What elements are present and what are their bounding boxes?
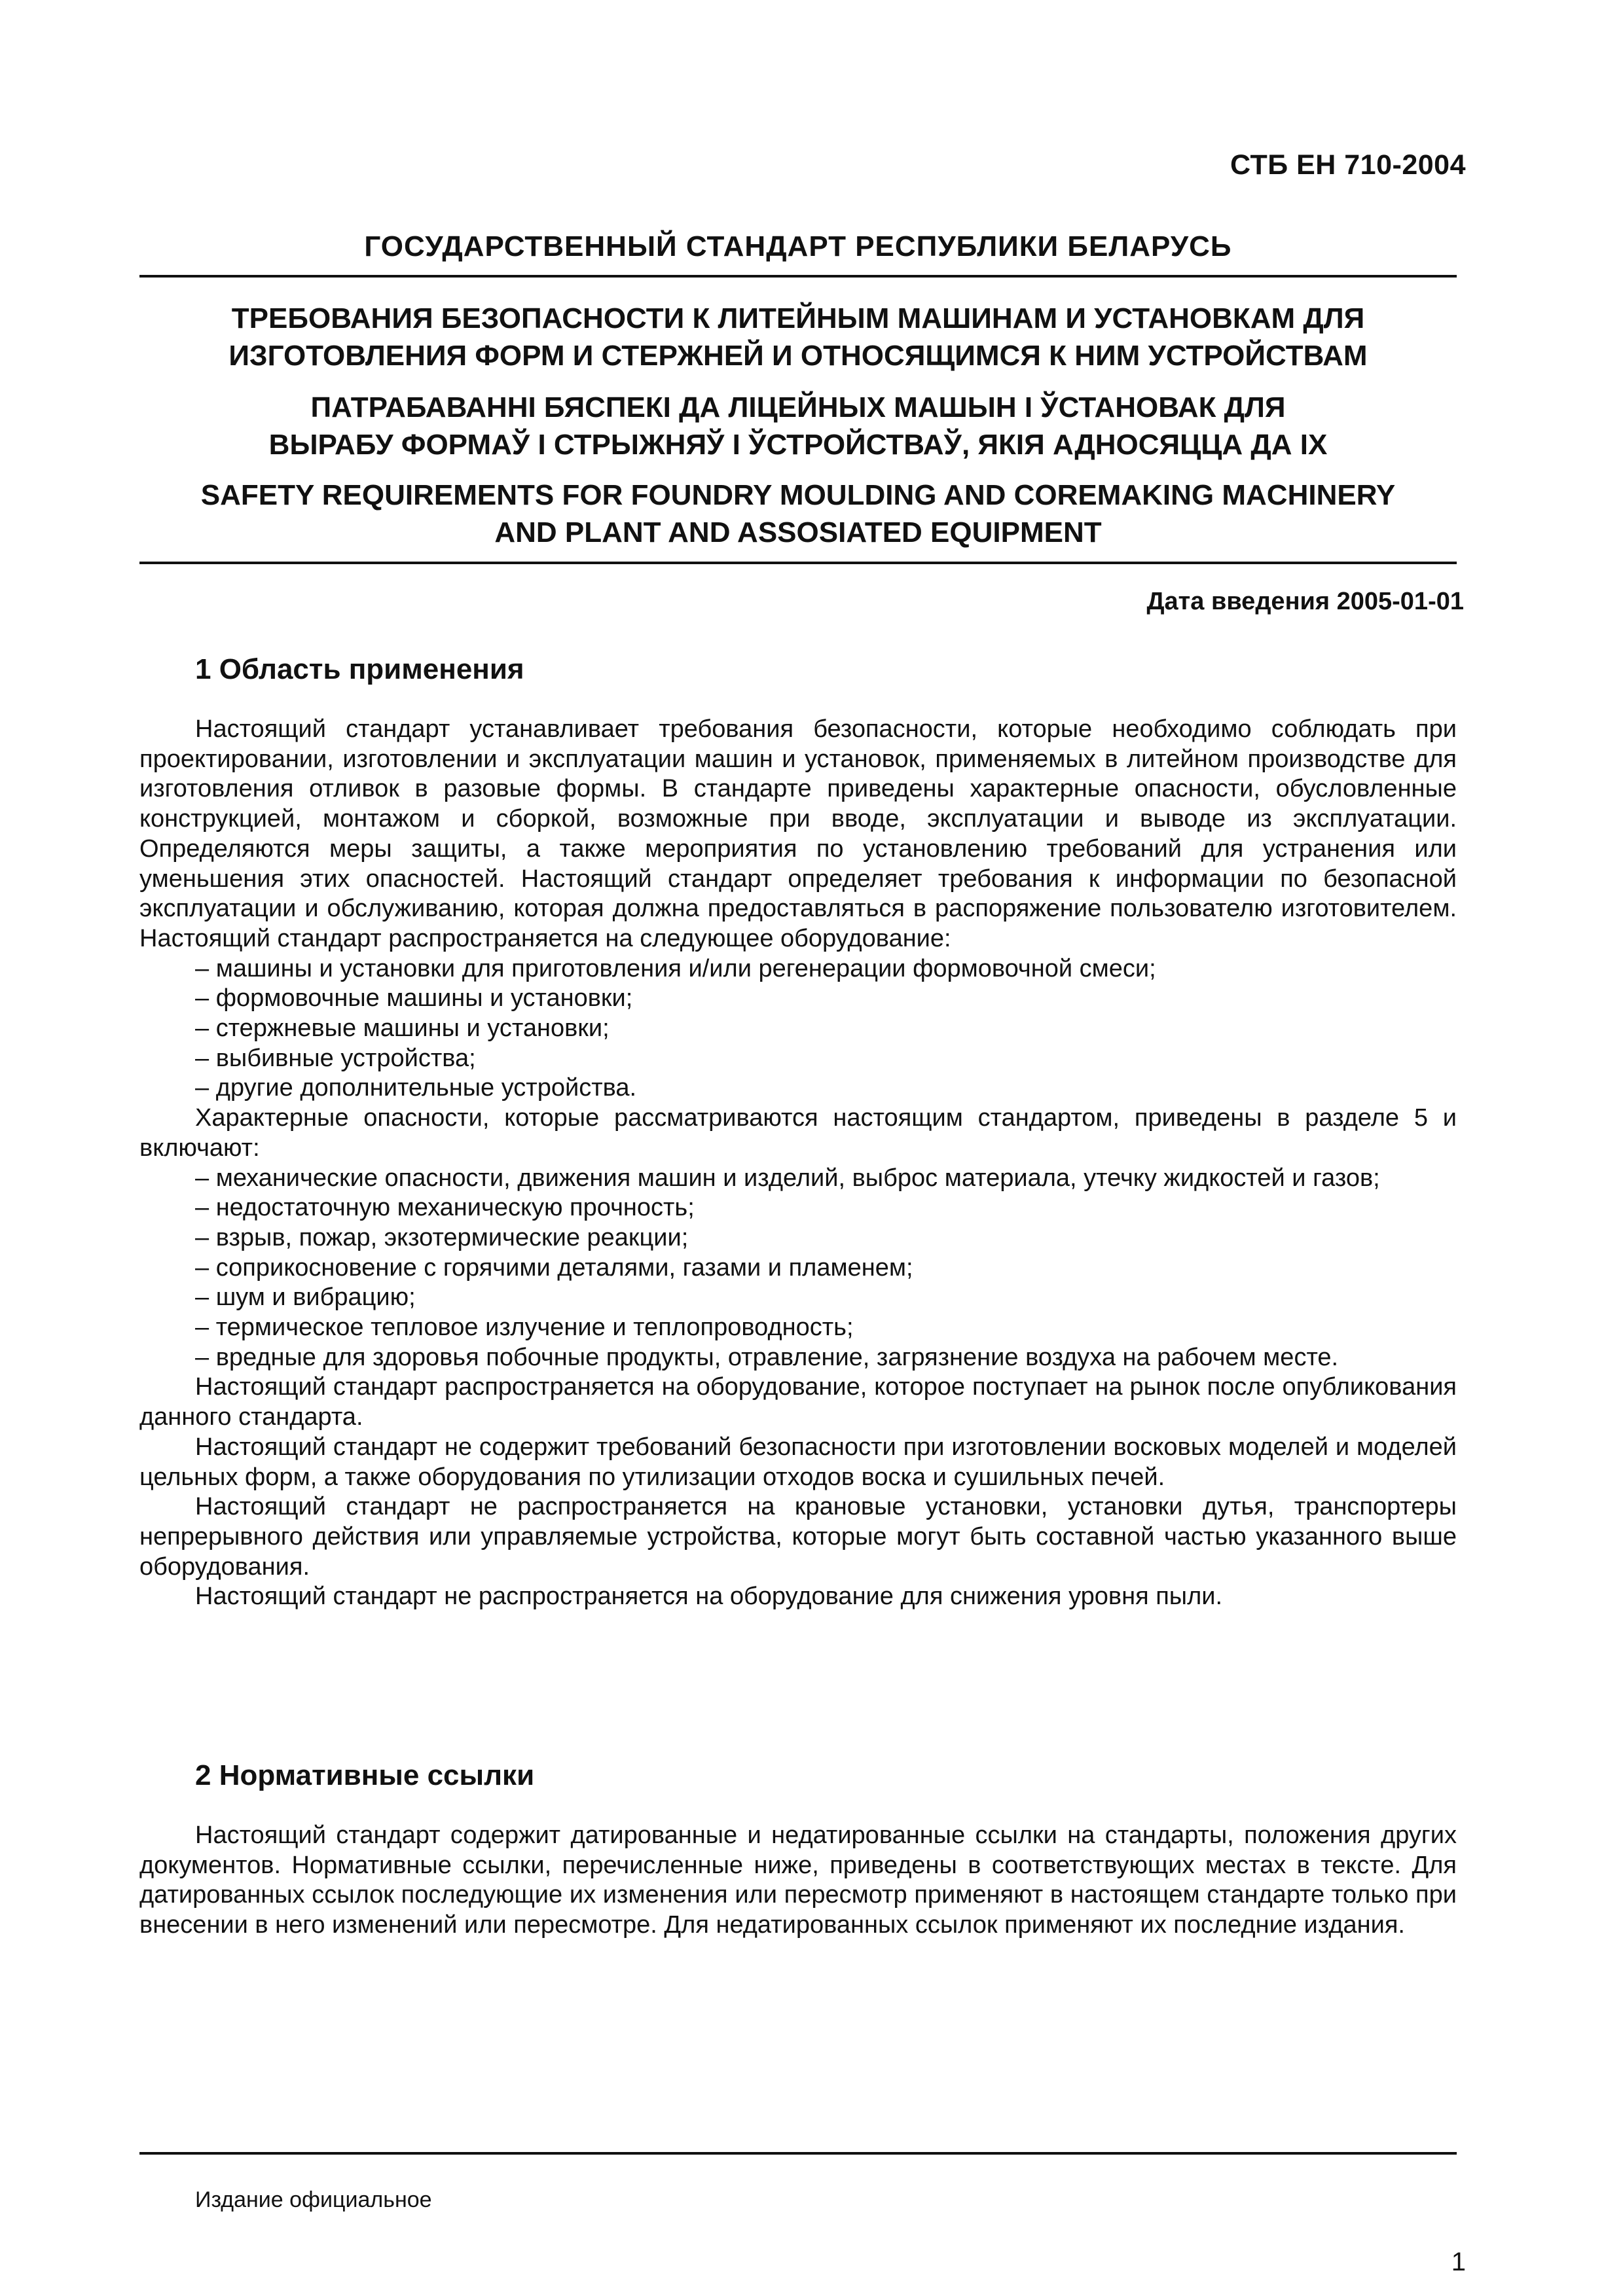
list-item: – недостаточную механическую прочность;: [195, 1194, 695, 1222]
equipment-list: [139, 954, 1457, 1104]
list-item: – стержневые машины и установки;: [195, 1014, 610, 1043]
divider-top: [139, 275, 1457, 278]
paragraph: Характерные опасности, которые рассматриваются настоящим стандартом, приведены в разделе 5 и включают:: [139, 1104, 1457, 1162]
paragraph: Настоящий стандарт содержит датированные и недатированные ссылки на стандарты, положения других документов. Нормативные ссылки, перечисленные ниже, приведены в соответствующих местах в тексте. Для датированных ссылок последующие их изменения или пересмотр применяют в настоящем стандарте только при внесении в него изменений или пересмотре. Для недатированных ссылок применяют их последние издания.: [139, 1821, 1457, 1939]
title-belarusian: [139, 389, 1457, 463]
government-standard-title: ГОСУДАРСТВЕННЫЙ СТАНДАРТ РЕСПУБЛИКИ БЕЛАРУСЬ: [364, 230, 1232, 262]
section-2-body: [139, 1821, 1457, 1941]
section-1-heading: 1 Область применения: [195, 653, 524, 685]
paragraph: Настоящий стандарт не распространяется на крановые установки, установки дутья, транспортеры непрерывного действия или управляемые устройства, которые могут быть составной частью указанного выше оборудования.: [139, 1493, 1457, 1581]
list-item: – вредные для здоровья побочные продукты, отравление, загрязнение воздуха на рабочем месте.: [195, 1343, 1339, 1371]
list-item: – соприкосновение с горячими деталями, газами и пламенем;: [195, 1253, 913, 1282]
introduction-date: Дата введения 2005-01-01: [1146, 588, 1464, 615]
list-item: – машины и установки для приготовления и/или регенерации формовочной смеси;: [195, 954, 1156, 982]
list-item: – другие дополнительные устройства.: [195, 1074, 637, 1102]
section-1-body: [139, 715, 1457, 1612]
title-belarusian-line-2: ВЫРАБУ ФОРМАЎ І СТРЫЖНЯЎ І ЎСТРОЙСТВАЎ, ЯКІЯ АДНОСЯЦЦА ДА ІХ: [268, 429, 1328, 461]
title-english: [139, 476, 1457, 551]
page-number: 1: [1451, 2248, 1466, 2276]
paragraph: Настоящий стандарт не содержит требований безопасности при изготовлении восковых моделей и моделей цельных форм, а также оборудования по утилизации отходов воска и сушильных печей.: [139, 1433, 1457, 1491]
list-item: – термическое тепловое излучение и теплопроводность;: [195, 1314, 854, 1342]
title-russian-line-1: ТРЕБОВАНИЯ БЕЗОПАСНОСТИ К ЛИТЕЙНЫМ МАШИНАМ И УСТАНОВКАМ ДЛЯ: [231, 302, 1365, 334]
paragraph: Настоящий стандарт распространяется на оборудование, которое поступает на рынок после опубликования данного стандарта.: [139, 1373, 1457, 1431]
list-item: – выбивные устройства;: [195, 1044, 476, 1072]
document-code: СТБ ЕН 710-2004: [1230, 149, 1466, 181]
title-russian-line-2: ИЗГОТОВЛЕНИЯ ФОРМ И СТЕРЖНЕЙ И ОТНОСЯЩИМСЯ К НИМ УСТРОЙСТВАМ: [228, 340, 1368, 372]
list-item: – шум и вибрацию;: [195, 1283, 416, 1312]
list-item: – механические опасности, движения машин и изделий, выброс материала, утечку жидкостей и газов;: [195, 1164, 1380, 1192]
title-russian: [139, 300, 1457, 374]
list-item: – формовочные машины и установки;: [195, 984, 633, 1013]
title-english-line-2: AND PLANT AND ASSOSIATED EQUIPMENT: [494, 516, 1102, 548]
edition-label: Издание официальное: [195, 2187, 432, 2212]
paragraph: Настоящий стандарт не распространяется на оборудование для снижения уровня пыли.: [195, 1583, 1223, 1611]
list-item: – взрыв, пожар, экзотермические реакции;: [195, 1223, 689, 1251]
divider-footer: [139, 2152, 1457, 2155]
section-2-heading: 2 Нормативные ссылки: [195, 1759, 535, 1791]
hazards-list: [139, 1164, 1457, 1373]
paragraph: Настоящий стандарт устанавливает требования безопасности, которые необходимо соблюдать при проектировании, изготовлении и эксплуатации машин и установок, применяемых в литейном производстве для изготовления отливок в разовые формы. В стандарте приведены характерные опасности, обусловленные конструкцией, монтажом и сборкой, возможные при вводе, эксплуатации и выводе из эксплуатации. Определяются меры защиты, а также мероприятия по установлению требований для устранения или уменьшения этих опасностей. Настоящий стандарт определяет требования к информации по безопасной эксплуатации и обслуживанию, которая должна предоставляться в распоряжение пользователю изготовителем. Настоящий стандарт распространяется на следующее оборудование:: [139, 715, 1457, 952]
title-belarusian-line-1: ПАТРАБАВАННІ БЯСПЕКІ ДА ЛІЦЕЙНЫХ МАШЫН І ЎСТАНОВАК ДЛЯ: [310, 391, 1286, 423]
divider-titles: [139, 562, 1457, 564]
title-english-line-1: SAFETY REQUIREMENTS FOR FOUNDRY MOULDING AND COREMAKING MACHINERY: [200, 479, 1396, 511]
